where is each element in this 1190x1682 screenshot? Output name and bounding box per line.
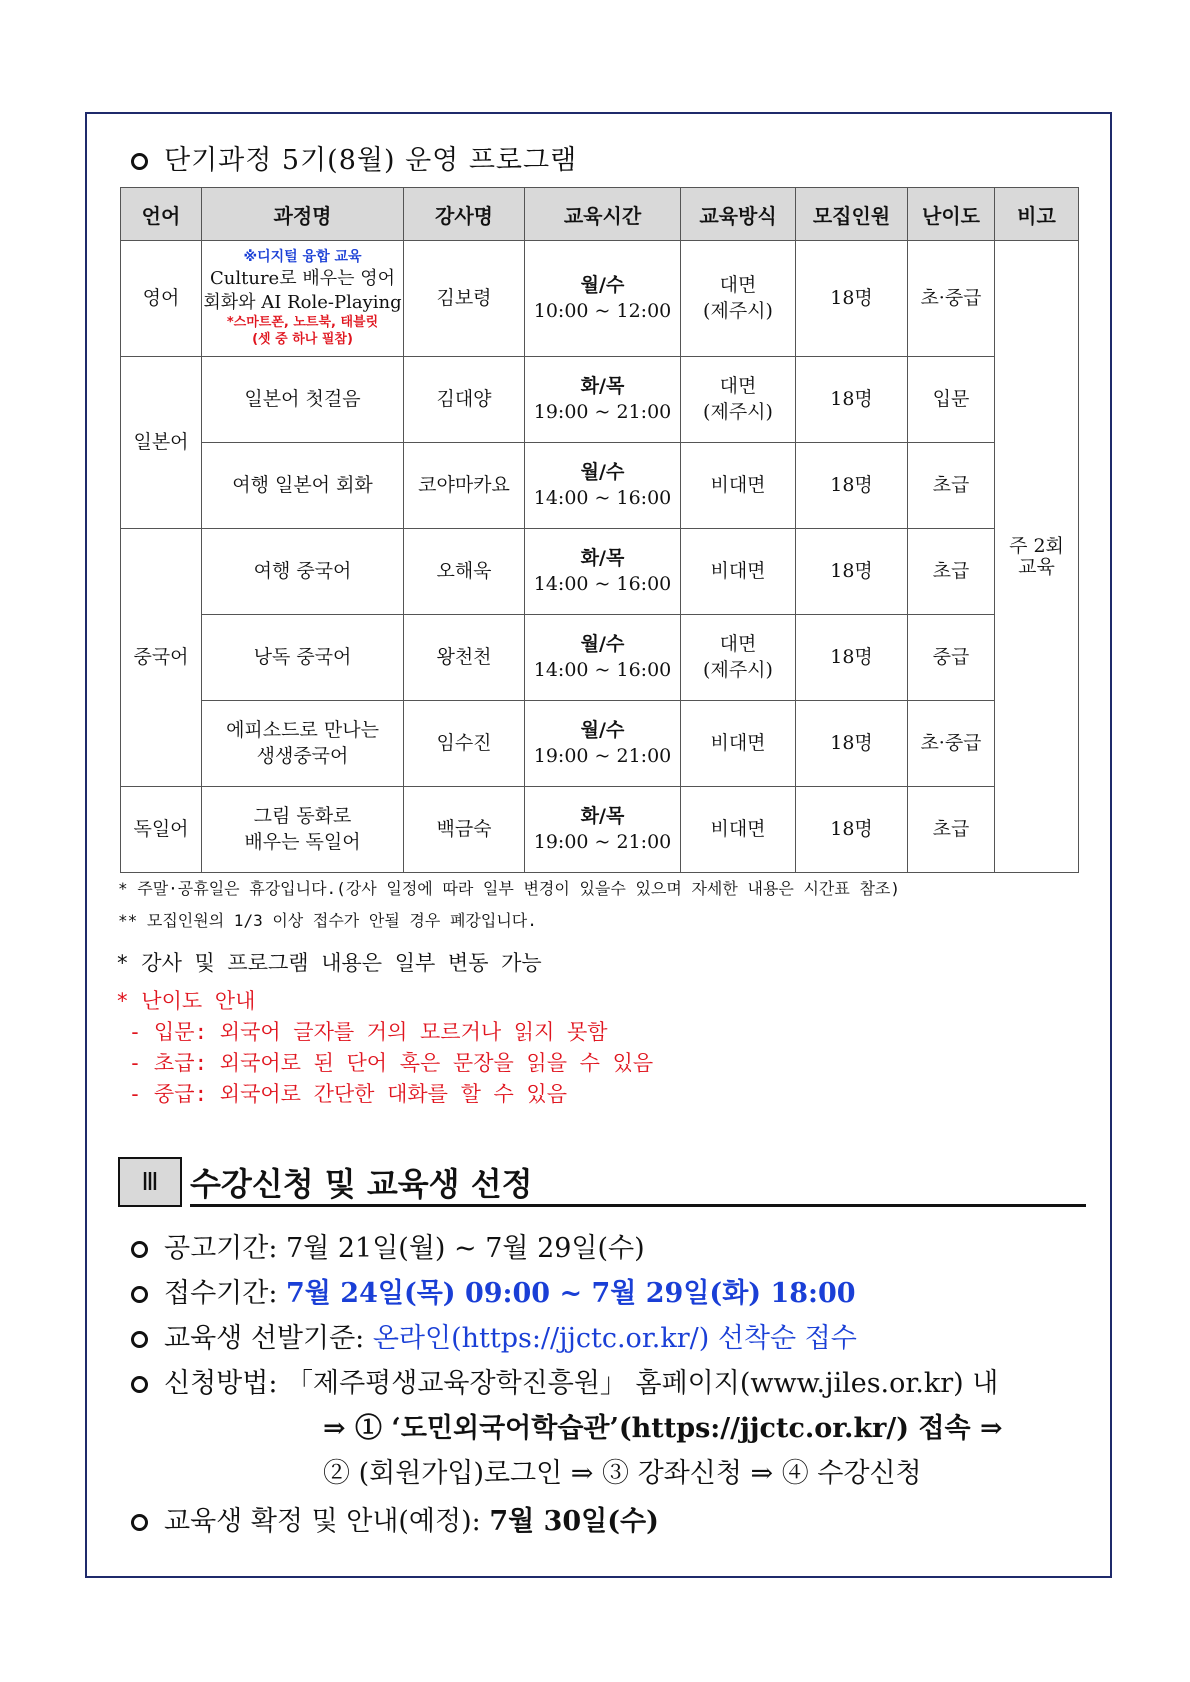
time-cell: 월/수 10:00 ~ 12:00 [525, 241, 681, 357]
section3-title: 수강신청 및 교육생 선정 [190, 1165, 533, 1203]
table-row [121, 443, 1079, 529]
count-cell: 18명 [796, 787, 908, 873]
change-notice: * 강사 및 프로그램 내용은 일부 변동 가능 [116, 951, 542, 975]
course-cell: 그림 동화로 배우는 독일어 [202, 787, 404, 873]
teacher-cell: 김보령 [404, 241, 525, 357]
level-cell: 초·중급 [908, 701, 995, 787]
method-cell: 비대면 [681, 787, 796, 873]
teacher-cell: 왕천천 [404, 615, 525, 701]
section-title: 단기과정 5기(8월) 운영 프로그램 [131, 138, 577, 177]
circle-bullet-icon [131, 1514, 148, 1531]
count-cell: 18명 [796, 529, 908, 615]
table-row [121, 701, 1079, 787]
count-cell: 18명 [796, 443, 908, 529]
teacher-cell: 백금숙 [404, 787, 525, 873]
header-cell: 모집인원 [796, 188, 908, 241]
course-cell: 낭독 중국어 [202, 615, 404, 701]
receipt-period: 접수기간: 7월 24일(목) 09:00 ~ 7월 29일(화) 18:00 [131, 1271, 856, 1310]
level-guide-item: - 중급: 외국어로 간단한 대화를 할 수 있음 [116, 1082, 568, 1106]
level-guide-item: - 입문: 외국어 글자를 거의 모르거나 읽지 못함 [116, 1020, 608, 1044]
method-cell: 비대면 [681, 443, 796, 529]
footnote-cancel: ** 모집인원의 1/3 이상 접수가 안될 경우 폐강입니다. [118, 911, 537, 930]
selection-criteria: 교육생 선발기준: 온라인(https://jjctc.or.kr/) 선착순 접수 [131, 1316, 857, 1355]
level-cell: 초급 [908, 443, 995, 529]
section3-heading [118, 1157, 1086, 1207]
lang-cell: 영어 [121, 241, 202, 357]
apply-method: 신청방법: 「제주평생교육장학진흥원」 홈페이지(www.jiles.or.kr) 내 [131, 1361, 998, 1400]
count-cell: 18명 [796, 701, 908, 787]
header-cell: 교육시간 [525, 188, 681, 241]
lang-cell: 독일어 [121, 787, 202, 873]
time-cell: 월/수 14:00 ~ 16:00 [525, 443, 681, 529]
count-cell: 18명 [796, 615, 908, 701]
announce-period: 공고기간: 7월 21일(월) ~ 7월 29일(수) [131, 1226, 645, 1265]
table-row [121, 787, 1079, 873]
level-cell: 입문 [908, 357, 995, 443]
level-cell: 초급 [908, 529, 995, 615]
footnote-holiday: * 주말·공휴일은 휴강입니다.(강사 일정에 따라 일부 변경이 있을수 있으며 자세한 내용은 시간표 참조) [118, 879, 900, 898]
time-cell: 화/목 19:00 ~ 21:00 [525, 787, 681, 873]
device-note: *스마트폰, 노트북, 태블릿 (셋 중 하나 필참) [226, 315, 379, 348]
header-cell: 과정명 [202, 188, 404, 241]
time-cell: 월/수 14:00 ~ 16:00 [525, 615, 681, 701]
table-row [121, 529, 1079, 615]
teacher-cell: 코야마카요 [404, 443, 525, 529]
level-guide-title: * 난이도 안내 [116, 989, 256, 1013]
header-cell: 교육방식 [681, 188, 796, 241]
circle-bullet-icon [131, 153, 148, 170]
section-number: Ⅲ [118, 1157, 182, 1207]
table-row [121, 241, 1079, 357]
course-cell: 여행 일본어 회화 [202, 443, 404, 529]
lang-cell: 중국어 [121, 529, 202, 787]
circle-bullet-icon [131, 1286, 148, 1303]
header-cell: 강사명 [404, 188, 525, 241]
lang-cell: 일본어 [121, 357, 202, 529]
course-cell: 에피소드로 만나는 생생중국어 [202, 701, 404, 787]
confirm-date: 교육생 확정 및 안내(예정): 7월 30일(수) [131, 1499, 659, 1538]
digital-tag: ※디지털 융합 교육 [243, 248, 362, 265]
table-row [121, 357, 1079, 443]
apply-step-2: ② (회원가입)로그인 ⇒ ③ 강좌신청 ⇒ ④ 수강신청 [323, 1458, 922, 1489]
course-cell [202, 241, 404, 357]
count-cell: 18명 [796, 241, 908, 357]
course-cell: 일본어 첫걸음 [202, 357, 404, 443]
course-name: Culture로 배우는 영어 회화와 AI Role-Playing [203, 267, 402, 314]
level-guide-item: - 초급: 외국어로 된 단어 혹은 문장을 읽을 수 있음 [116, 1051, 654, 1075]
header-cell: 언어 [121, 188, 202, 241]
circle-bullet-icon [131, 1376, 148, 1393]
method-cell: 대면 (제주시) [681, 241, 796, 357]
time-cell: 화/목 19:00 ~ 21:00 [525, 357, 681, 443]
time-cell: 화/목 14:00 ~ 16:00 [525, 529, 681, 615]
table-row [121, 615, 1079, 701]
apply-step-1: ⇒ ① ‘도민외국어학습관’(https://jjctc.or.kr/) 접속 ⇒ [323, 1413, 1003, 1444]
circle-bullet-icon [131, 1241, 148, 1258]
teacher-cell: 오해욱 [404, 529, 525, 615]
method-cell: 비대면 [681, 529, 796, 615]
header-cell: 난이도 [908, 188, 995, 241]
section-underline [190, 1204, 1086, 1207]
time-cell: 월/수 19:00 ~ 21:00 [525, 701, 681, 787]
table-header-row [121, 188, 1079, 241]
teacher-cell: 임수진 [404, 701, 525, 787]
level-cell: 중급 [908, 615, 995, 701]
program-table [120, 187, 1079, 873]
circle-bullet-icon [131, 1331, 148, 1348]
count-cell: 18명 [796, 357, 908, 443]
method-cell: 비대면 [681, 701, 796, 787]
teacher-cell: 김대양 [404, 357, 525, 443]
method-cell: 대면 (제주시) [681, 357, 796, 443]
header-cell: 비고 [995, 188, 1079, 241]
remark-cell: 주 2회 교육 [995, 241, 1079, 873]
method-cell: 대면 (제주시) [681, 615, 796, 701]
level-cell: 초·중급 [908, 241, 995, 357]
course-cell: 여행 중국어 [202, 529, 404, 615]
level-cell: 초급 [908, 787, 995, 873]
